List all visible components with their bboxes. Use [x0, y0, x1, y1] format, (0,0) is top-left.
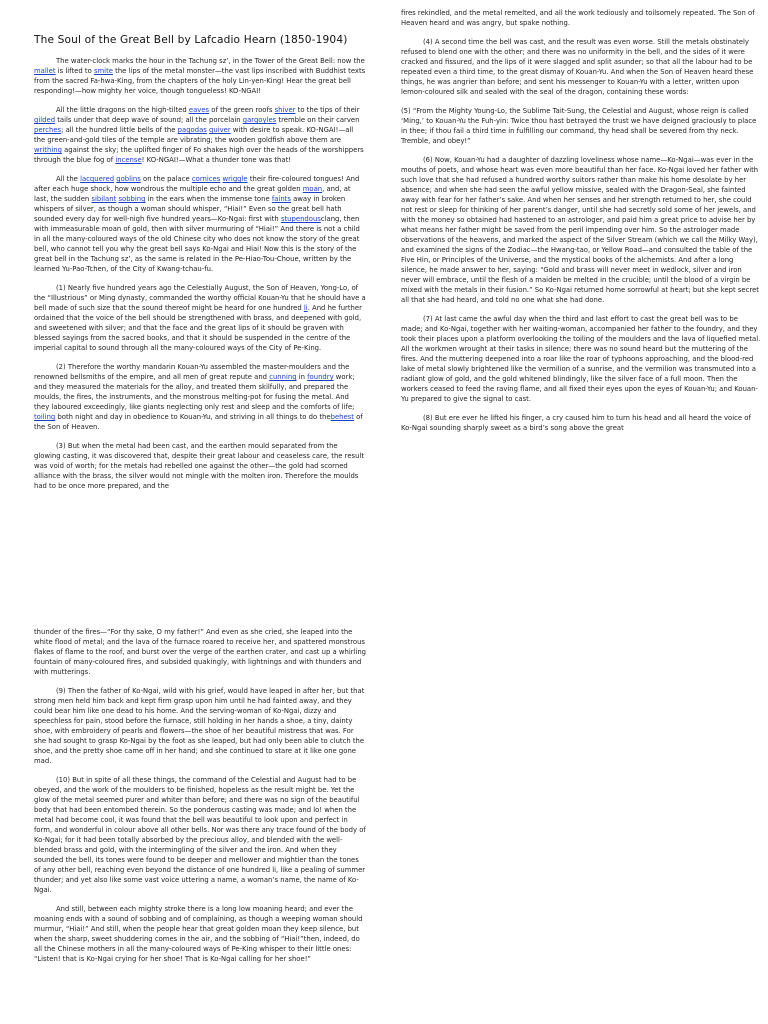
- paragraph-text: of the green roofs: [209, 106, 275, 114]
- paragraph-text: ; all the hundred little bells of the: [61, 126, 178, 134]
- paragraph-text: (1) Nearly five hundred years ago the Celestially August, the Son of Heaven, Yong-Lo, of the “Illustrious” or Ming dynasty, commanded the worthy official Kouan-Yu that he should have a bell made of such size that the sound thereof might be heard for one hundred: [34, 284, 366, 312]
- glossary-link[interactable]: cornices: [191, 175, 221, 183]
- paragraph-text: the lips of the metal monster—the vast lips inscribed with Buddhist texts from the sacred Fa-hwa-King, from the chapters of the holy Lin-yen-King! Hear the great bell responding!—how mighty her voice, though tongueless! KO-NGAI!: [34, 67, 366, 95]
- paragraph-text: in the ears when the immense tone: [145, 195, 272, 203]
- glossary-link[interactable]: quiver: [209, 126, 231, 134]
- paragraph: fires rekindled, and the metal remelted, and all the work tediously and toilsomely repeated. The Son of Heaven heard and was angry, but spake nothing.: [401, 9, 755, 27]
- paragraph-text: (2) Therefore the worthy mandarin Kouan-Yu assembled the master-moulders and the renowned bellsmiths of the empire, and all men of great repute and: [34, 363, 350, 381]
- paragraph: (8) But ere ever he lifted his finger, a cry caused him to turn his head and all heard the voice of Ko-Ngai sounding sharply sweet as a bird’s song above the great: [401, 414, 751, 432]
- glossary-link[interactable]: stupendous: [280, 215, 321, 223]
- glossary-link[interactable]: lacquered: [80, 175, 115, 183]
- paragraph-text: . And he further ordained that the voice of the bell should be strengthened with brass, and deepened with gold, and sweetened with silver; and that the face and the great lips of it should be graven with blessed sayings from the sacred books, and that it should be suspended in the centre of the imperial capital to sound through all the many-coloured ways of the City of Pe-King.: [34, 304, 362, 352]
- glossary-link[interactable]: sobbing: [118, 195, 146, 203]
- glossary-link[interactable]: sibilant: [91, 195, 117, 203]
- paragraph-text: tails under that deep wave of sound; all the porcelain: [55, 116, 243, 124]
- paragraph-text: against the sky; the uplifted finger of Fo shakes high over the heads of the worshippers through the blue fog of: [34, 146, 364, 164]
- paragraph-text: work; and they measured the materials for the alloy, and treated them skilfully, and prepared the moulds, the fires, the instruments, and the monstrous melting-pot for fusing the metal. And they laboured exceedingly, like giants neglecting only rest and sleep and the comforts of life;: [34, 373, 355, 411]
- paragraph-text: tremble on their carven: [276, 116, 360, 124]
- paragraph: [34, 283, 366, 353]
- glossary-link[interactable]: smite: [93, 67, 113, 75]
- glossary-link[interactable]: faints: [271, 195, 291, 203]
- glossary-link[interactable]: pagodas: [177, 126, 207, 134]
- glossary-link[interactable]: mallet: [34, 67, 56, 75]
- glossary-link[interactable]: wriggle: [222, 175, 248, 183]
- glossary-link[interactable]: cunning: [269, 373, 297, 381]
- glossary-link[interactable]: li: [303, 304, 308, 312]
- paragraph: [34, 362, 366, 432]
- paragraph: (7) At last came the awful day when the third and last effort to cast the great bell was to be made; and Ko-Ngai, together with her waiting-woman, accompanied her father to the foundry, and they took their places upon a platform overlooking the toiling of the moulders and the lava of liquefied metal. All the workmen wrought at their tasks in silence; there was no sound heard but the muttering of the fires. And the muttering deepened into a roar like the roar of typhoons approaching, and the blood-red lake of metal slowly brightened like the vermilion of a sunrise, and the vermilion was transmuted into a radiant glow of gold, and the gold whitened blindingly, like the silver face of a full moon. Then the workers ceased to feed the raving flame, and all fixed their eyes upon the eyes of Kouan-Yu; and Kouan-Yu prepared to give the signal to cast.: [401, 315, 761, 403]
- paragraph: And still, between each mighty stroke there is a long low moaning heard; and ever the moaning ends with a sound of sobbing and of complaining, as though a weeping woman should murmur, “Hiai!” And still, when the people hear that great golden moan they keep silence, but when the sharp, sweet shuddering comes in the air, and the sobbing of “Hiai!”then, indeed, do all the Chinese mothers in all the many-coloured ways of Pe-King whisper to their little ones: “Listen! that is Ko-Ngai crying for her shoe! That is Ko-Ngai calling for her shoe!”: [34, 905, 363, 963]
- paragraph-text: is lifted to: [55, 67, 94, 75]
- glossary-link[interactable]: moan: [302, 185, 323, 193]
- glossary-link[interactable]: incense: [115, 156, 142, 164]
- glossary-link[interactable]: writhing: [34, 146, 62, 154]
- glossary-link[interactable]: behest: [330, 413, 354, 421]
- paragraph-text: The water-clock marks the hour in the Tachung sz’, in the Tower of the Great Bell: now the: [56, 57, 365, 65]
- glossary-link[interactable]: toiling: [34, 413, 56, 421]
- paragraph: (4) A second time the bell was cast, and the result was even worse. Still the metals obstinately refused to blend one with the other; and there was no uniformity in the bell, and the sides of it were cracked and fissured, and the lips of it were slagged and split asunder; so that all the labour had to be repeated even a third time, to the great dismay of Kouan-Yu. And when the Son of Heaven heard these things, he was angrier than before; and sent his messenger to Kouan-Yu with a letter, written upon lemon-coloured silk and sealed with the seal of the dragon, containing these words:: [401, 38, 754, 96]
- paragraph-text: away in broken whispers of silver, as though a woman should whisper, “Hiai!” Even so the great bell hath sounded every day for well-nigh five hundred years—Ko-Ngai: first with: [34, 195, 346, 223]
- paragraph-text: to the tips of their: [295, 106, 360, 114]
- paragraph: [34, 174, 366, 274]
- paragraph: (5) “From the Mighty Young-Lo, the Sublime Tait-Sung, the Celestial and August, whose reign is called ‘Ming,’ to Kouan-Yu the Fuh-yin: Twice thou hast betrayed the trust we have deigned graciously to place in thee; if thou fail a third time in fulfilling our command, thy head shall be severed from thy neck. Tremble, and obey!”: [401, 107, 757, 145]
- paragraph-text: , and, at last, the sudden: [34, 185, 351, 203]
- paragraph-text: both night and day in obedience to Kouan-Yu, and striving in all things to do the: [55, 413, 331, 421]
- paragraph-text: (3) But when the metal had been cast, and the earthen mould separated from the glowing casting, it was discovered that, despite their great labour and ceaseless care, the result was void of worth; for the metals had rebelled one against the other—the gold had scorned alliance with the brass, the silver would not mingle with the molten iron. Therefore the moulds had to be once more prepared, and the: [34, 442, 365, 490]
- glossary-link[interactable]: eaves: [188, 106, 210, 114]
- glossary-link[interactable]: gilded: [34, 116, 56, 124]
- paragraph: [34, 105, 366, 165]
- paragraph: (9) Then the father of Ko-Ngai, wild with his grief, would have leaped in after her, but that strong men held him back and kept firm grasp upon him until he had fainted away, and they could bear him like one dead to his home. And the serving-woman of Ko-Ngai, dizzy and speechless for pain, stood before the furnace, still holding in her hands a shoe, a tiny, dainty shoe, with embroidery of pearls and flowers—the shoe of her beautiful mistress that was. For she had sought to grasp Ko-Ngai by the foot as she leaped, but had only been able to clutch the shoe, and the pretty shoe came off in her hand; and she continued to stare at it like one gone mad.: [34, 687, 365, 765]
- article-title: The Soul of the Great Bell by Lafcadio Hearn (1850-1904): [34, 34, 348, 46]
- paragraph-text: of the Son of Heaven.: [34, 413, 363, 431]
- paragraph: (10) But in spite of all these things, the command of the Celestial and August had to be obeyed, and the work of the moulders to be finished, hopeless as the result might be. Yet the glow of the metal seemed purer and whiter than before; and there was no sign of the beautiful body that had been entombed therein. So the ponderous casting was made; and lo! when the metal had become cool, it was found that the bell was beautiful to look upon and perfect in form, and wonderful in colour above all other bells. Nor was there any trace found of the body of Ko-Ngai; for it had been totally absorbed by the precious alloy, and blended with the well-blended brass and gold, with the intermingling of the silver and the iron. And when they sounded the bell, its tones were found to be deeper and mellower and mightier than the tones of any other bell, reaching even beyond the distance of one hundred li, like a pealing of summer thunder; and yet also like some vast voice uttering a name, a woman’s name, the name of Ko-Ngai.: [34, 776, 366, 894]
- glossary-link[interactable]: perches: [34, 126, 62, 134]
- bottom-column: [34, 627, 366, 973]
- glossary-link[interactable]: goblins: [116, 175, 141, 183]
- glossary-link[interactable]: gargoyles: [242, 116, 277, 124]
- right-column: [401, 8, 761, 442]
- paragraph-text: on the palace: [140, 175, 192, 183]
- glossary-link[interactable]: foundry: [307, 373, 334, 381]
- paragraph-text: All the: [56, 175, 81, 183]
- paragraph-text: All the little dragons on the high-tilted: [56, 106, 189, 114]
- page-break: [0, 560, 768, 620]
- paragraph: thunder of the fires—“For thy sake, O my father!” And even as she cried, she leaped into the white flood of metal; and the lava of the furnace roared to receive her, and spattered monstrous flakes of flame to the roof, and burst over the verge of the earthen crater, and cast up a whirling fountain of many-coloured fires, and subsided quakingly, with lightnings and with thunders and with mutterings.: [34, 628, 367, 676]
- glossary-link[interactable]: shiver: [274, 106, 296, 114]
- paragraph-text: in: [296, 373, 308, 381]
- left-column: [34, 56, 366, 500]
- paragraph-text: with desire to speak. KO-NGAI!—all the green-and-gold tiles of the temple are vibrating; the wooden goldfish above them are: [34, 126, 354, 144]
- paragraph-text: clang, then with immeasurable moan of gold, then with silver murmuring of “Hiai!” And there is not a child in all the many-coloured ways of the old Chinese city who does not know the story of the great bell, who cannot tell you why the great bell says Ko-Ngai and Hiai! Now this is the story of the great bell in the Tachung sz’, as the same is related in the Pe-Hiao-Tou-Choue, written by the learned Yu-Pao-Tchen, of the City of Kwang-tchau-fu.: [34, 215, 360, 273]
- paragraph-text: their fire-coloured tongues! And after each huge shock, how wondrous the multiple echo and the great golden: [34, 175, 360, 193]
- paragraph: (6) Now, Kouan-Yu had a daughter of dazzling loveliness whose name—Ko-Ngai—was ever in the mouths of poets, and whose heart was even more beautiful than her face. Ko-Ngai loved her father with such love that she had refused a hundred worthy suitors rather than make his home desolate by her absence; and when she had seen the awful yellow missive, sealed with the Dragon-Seal, she fainted away with fear for her father’s sake. And when her senses and her strength returned to her, she could not rest or sleep for thinking of her parent’s danger, until she had secretly sold some of her jewels, and with the money so obtained had hastened to an astrologer, and paid him a great price to advise her by what means her father might be saved from the peril impending over him. So the astrologer made observations of the heavens, and marked the aspect of the Silver Stream (which we call the Milky Way), and examined the signs of the Zodiac—the Hwang-tao, or Yellow Road—and consulted the table of the Five Hin, or Principles of the Universe, and the mystical books of the alchemists. And after a long silence, he made answer to her, saying: “Gold and brass will never meet in wedlock, silver and iron never will embrace, until the flesh of a maiden be melted in the crucible; until the blood of a virgin be mixed with the metals in their fusion.” So Ko-Ngai returned home sorrowful at heart; but she kept secret all that she had heard, and told no one what she had done.: [401, 156, 759, 304]
- paragraph: [34, 56, 366, 96]
- paragraph-text: ! KO-NGAI!—What a thunder tone was that!: [141, 156, 291, 164]
- paragraph: [34, 441, 366, 491]
